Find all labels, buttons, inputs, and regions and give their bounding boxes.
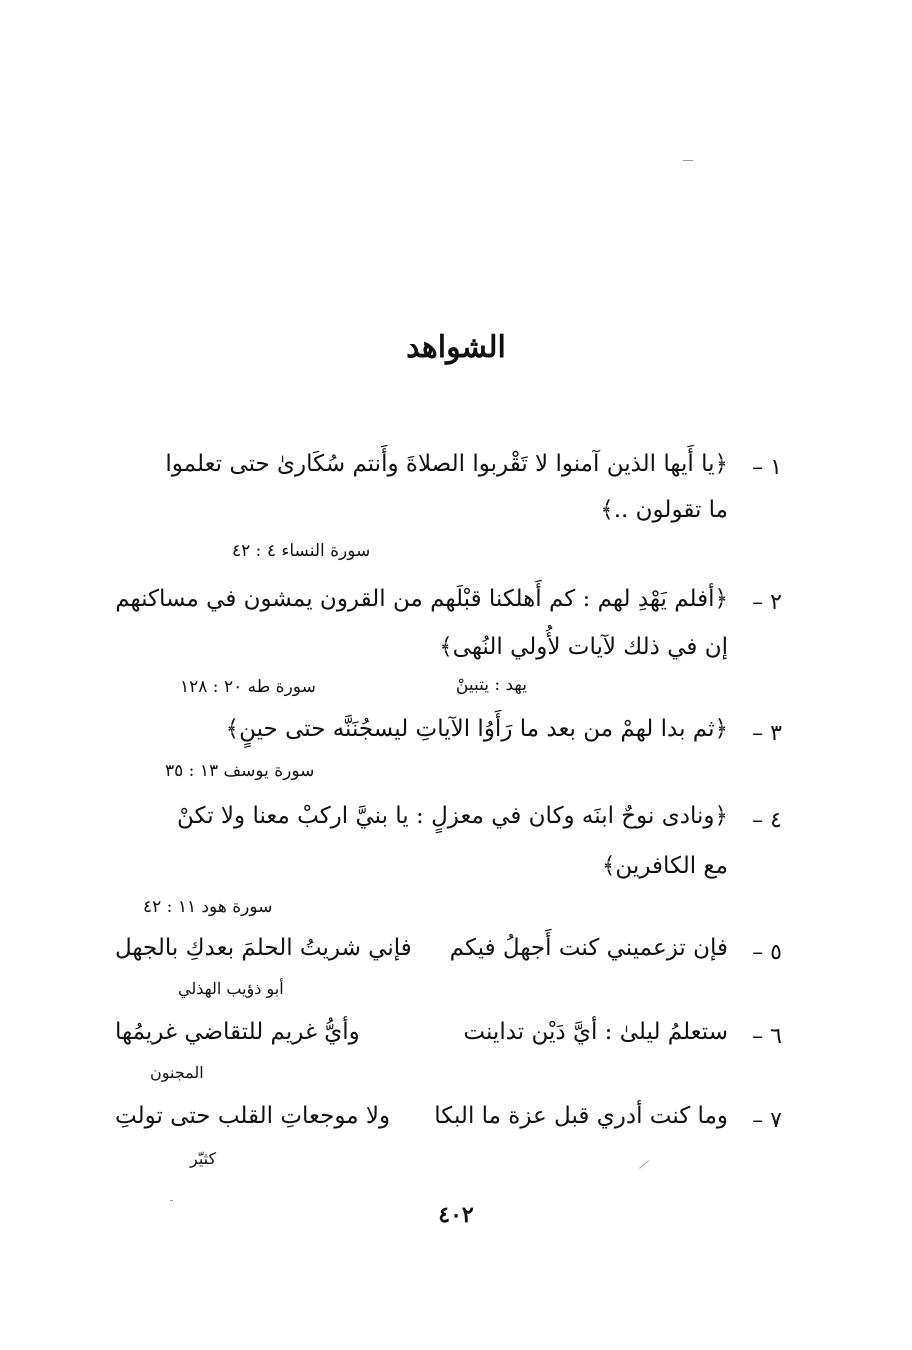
entry-number: ٣ – xyxy=(752,721,782,746)
surah-reference: سورة يوسف ١٣ : ٣٥ xyxy=(165,761,315,781)
second-hemistich: وأيُّ غريم للتقاضي غريمُها xyxy=(115,1019,360,1045)
poet-name: كثيّر xyxy=(190,1149,217,1168)
surah-reference: سورة طه ٢٠ : ١٢٨ xyxy=(180,677,316,697)
surah-reference: سورة هود ١١ : ٤٢ xyxy=(143,897,273,917)
page-number: ٤٠٢ xyxy=(438,1202,474,1228)
entry-number: ٤ – xyxy=(752,808,782,833)
quotation-line: مع الكافرين﴾ xyxy=(601,853,728,879)
quotation-line: ﴿أفلم يَهْدِ لهم : كم أَهلكنا قبْلَهم من القرون يمشون في مساكنهم xyxy=(115,586,728,612)
poet-name: أبو ذؤيب الهذلي xyxy=(178,979,284,998)
quotation-line: ﴿يا أَيها الذين آمنوا لا تَقْربوا الصلاةَ وأَنتم سُكَارىٰ حتى تعلموا xyxy=(165,451,728,477)
scan-speck xyxy=(683,160,693,161)
surah-reference: سورة النساء ٤ : ٤٢ xyxy=(232,541,371,561)
quotation-line: إن في ذلك لآيات لأُولي النُهى﴾ xyxy=(439,634,728,660)
first-hemistich: ستعلمُ ليلىٰ : أيَّ دَيْن تداينت xyxy=(463,1019,728,1045)
page-title: الشواهد xyxy=(406,330,506,365)
word-gloss: يهد : يتبينْ xyxy=(455,675,527,695)
second-hemistich: ولا موجعاتِ القلب حتى تولتِ xyxy=(115,1103,391,1129)
scan-speck xyxy=(639,1160,649,1168)
verse-number: ٦ – xyxy=(752,1024,782,1049)
second-hemistich: فإني شريتُ الحلمَ بعدكِ بالجهل xyxy=(115,935,412,961)
first-hemistich: وما كنت أدري قبل عزة ما البكا xyxy=(434,1103,728,1129)
verse-number: ٧ – xyxy=(752,1108,782,1133)
first-hemistich: فإن تزعميني كنت أَجهلُ فيكم xyxy=(449,935,728,961)
poet-name: المجنون xyxy=(150,1063,204,1082)
verse-number: ٥ – xyxy=(752,940,782,965)
entry-number: ٢ – xyxy=(752,590,782,615)
scan-speck xyxy=(170,1200,173,1201)
quotation-line: ﴿ونادى نوحٌ ابنَه وكان في معزلٍ : يا بنيَّ اركبْ معنا ولا تكنْ xyxy=(176,803,728,829)
quotation-line: ﴿ثم بدا لهمْ من بعد ما رَأَوُا الآياتِ ليسجُنَنَّه حتى حينٍ﴾ xyxy=(225,716,728,742)
entry-number: ١ – xyxy=(752,455,782,480)
quotation-line: ما تقولون ..﴾ xyxy=(600,497,728,523)
